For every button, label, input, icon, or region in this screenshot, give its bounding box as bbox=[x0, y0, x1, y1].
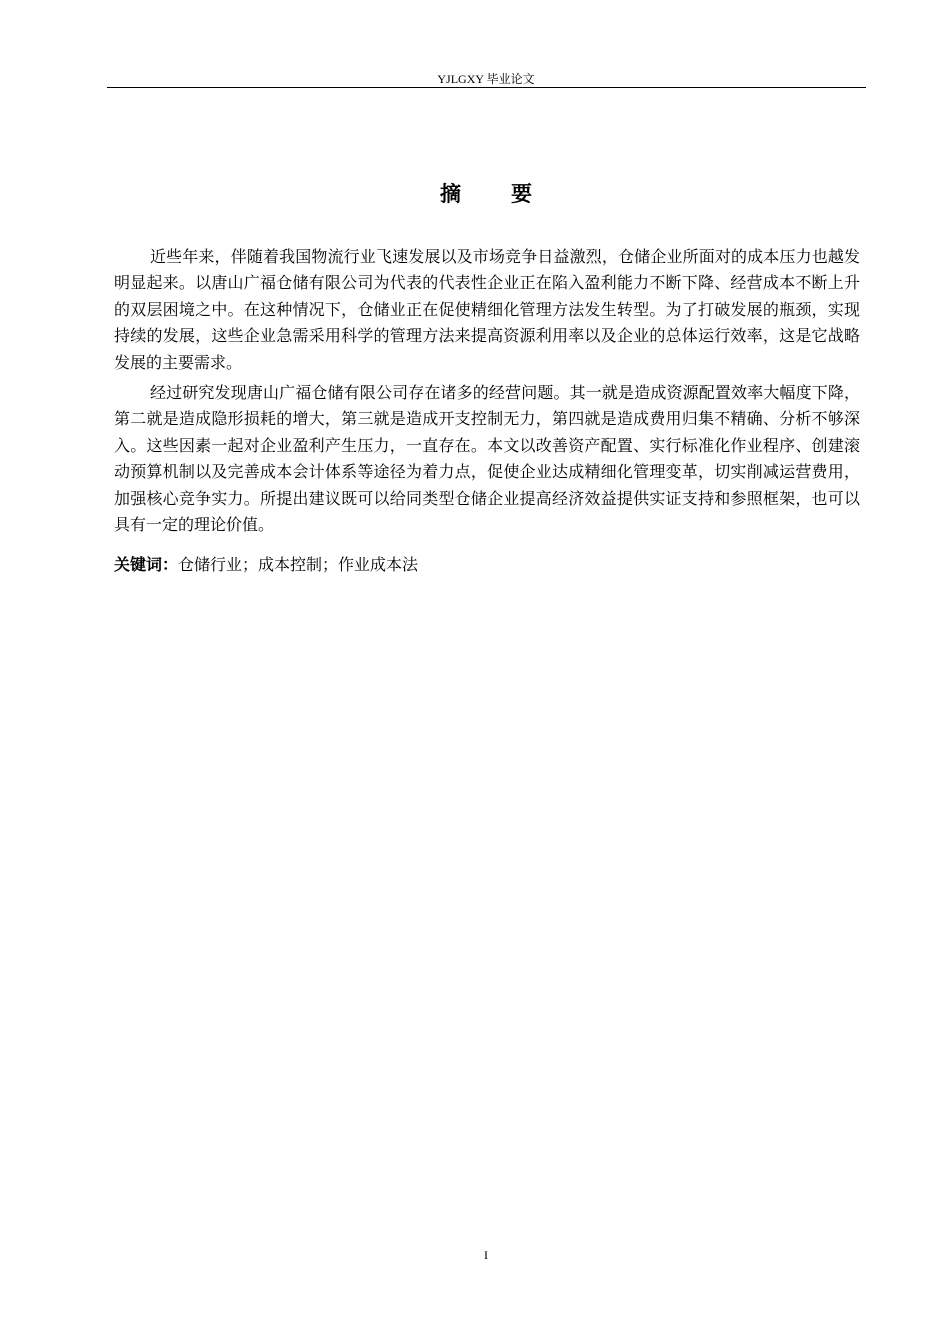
keywords-line bbox=[114, 552, 860, 578]
page-number: I bbox=[484, 1248, 488, 1262]
abstract-body bbox=[114, 244, 860, 578]
running-header: YJLGXY 毕业论文 bbox=[437, 72, 535, 86]
abstract-paragraph-2: 经过研究发现唐山广福仓储有限公司存在诸多的经营问题。其一就是造成资源配置效率大幅度下降，第二就是造成隐形损耗的增大，第三就是造成开支控制无力，第四就是造成费用归集不精确、分析不够深入。这些因素一起对企业盈利产生压力，一直存在。本文以改善资产配置、实行标准化作业程序、创建滚动预算机制以及完善成本会计体系等途径为着力点，促使企业达成精细化管理变革，切实削减运营费用，加强核心竞争实力。所提出建议既可以给同类型仓储企业提高经济效益提供实证支持和参照框架，也可以具有一定的理论价值。 bbox=[114, 383, 860, 535]
abstract-title: 摘要 bbox=[440, 182, 582, 206]
keywords-text: 仓储行业；成本控制；作业成本法 bbox=[178, 555, 419, 575]
keywords-label: 关键词： bbox=[114, 555, 179, 575]
abstract-paragraph-1: 近些年来，伴随着我国物流行业飞速发展以及市场竞争日益激烈，仓储企业所面对的成本压力也越发明显起来。以唐山广福仓储有限公司为代表的代表性企业正在陷入盈利能力不断下降、经营成本不断上升的双层困境之中。在这种情况下，仓储业正在促使精细化管理方法发生转型。为了打破发展的瓶颈，实现持续的发展，这些企业急需采用科学的管理方法来提高资源利用率以及企业的总体运行效率，这是它战略发展的主要需求。 bbox=[114, 247, 860, 372]
header-rule bbox=[107, 87, 866, 88]
